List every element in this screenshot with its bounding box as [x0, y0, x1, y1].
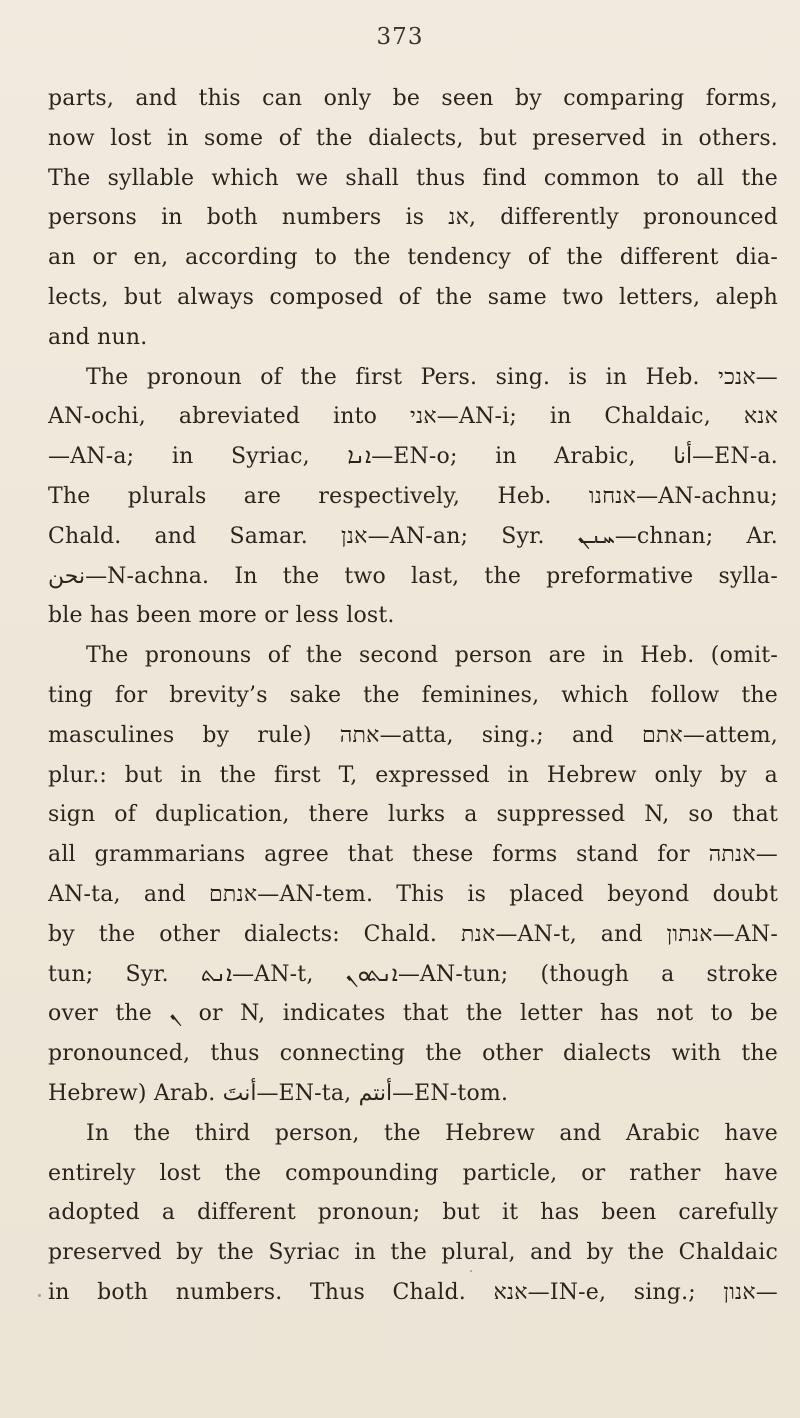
text-line: preserved by the Syriac in the plural, and by the Chaldaic — [48, 1240, 778, 1266]
text-line: plur.: but in the first T, expressed in Hebrew only by a — [48, 762, 778, 788]
paragraph-first-line: The pronouns of the second person are in Heb. (omit- — [86, 643, 778, 669]
text-line: entirely lost the compounding particle, or rather have — [48, 1160, 778, 1186]
text-line: tun; Syr. ܐܢܬ—AN-t, ܐܢܬܘܢ—AN-tun; (though a stroke — [48, 961, 778, 987]
text-line: نحن—N-achna. In the two last, the preformative sylla- — [48, 563, 778, 589]
paragraph-first-line: The pronoun of the first Pers. sing. is in Heb. אנכי— — [86, 364, 778, 390]
body-text — [48, 79, 778, 1313]
ink-speck — [470, 1270, 472, 1272]
text-line: —AN-a; in Syriac, ܐܢܐ—EN-o; in Arabic, أنا—EN-a. — [48, 444, 778, 470]
text-line: Chald. and Samar. אנן—AN-an; Syr. ܚܢܢ—chnan; Ar. — [48, 523, 778, 549]
text-line: The plurals are respectively, Heb. אנחנו—AN-achnu; — [48, 483, 778, 509]
ink-speck — [38, 1294, 41, 1297]
text-line: AN-ochi, abreviated into אני—AN-i; in Chaldaic, אנא — [48, 404, 778, 430]
text-line: by the other dialects: Chald. אנת—AN-t, and אנתון—AN- — [48, 921, 778, 947]
text-line: sign of duplication, there lurks a suppressed N, so that — [48, 802, 778, 828]
page-number: 373 — [376, 24, 424, 50]
text-line: in both numbers. Thus Chald. אנא—IN-e, sing.; אנון— — [48, 1279, 778, 1305]
text-line: adopted a different pronoun; but it has been carefully — [48, 1200, 778, 1226]
text-line: over the ܢ or N, indicates that the letter has not to be — [48, 1001, 778, 1027]
text-line: and nun. — [48, 324, 148, 350]
text-line: pronounced, thus connecting the other dialects with the — [48, 1041, 778, 1067]
text-line: ting for brevity’s sake the feminines, which follow the — [48, 682, 778, 708]
text-line: persons in both numbers is אנ, differently pronounced — [48, 205, 778, 231]
text-line: parts, and this can only be seen by comparing forms, — [48, 86, 778, 111]
text-line: Hebrew) Arab. أنتَ—EN-ta, أنتم—EN-tom. — [48, 1080, 509, 1106]
text-line: all grammarians agree that these forms stand for אנתה— — [48, 842, 778, 868]
text-line: now lost in some of the dialects, but preserved in others. — [48, 125, 778, 151]
paragraph-first-line: In the third person, the Hebrew and Arabic have — [86, 1120, 778, 1146]
text-line: The syllable which we shall thus find common to all the — [48, 165, 778, 191]
text-line: AN-ta, and אנתם—AN-tem. This is placed beyond doubt — [48, 881, 778, 907]
text-line: ble has been more or less lost. — [48, 603, 395, 629]
text-line: masculines by rule) אתה—atta, sing.; and אתם—attem, — [48, 722, 778, 748]
text-line: an or en, according to the tendency of the different dia- — [48, 245, 778, 271]
text-line: lects, but always composed of the same two letters, aleph — [48, 284, 778, 310]
